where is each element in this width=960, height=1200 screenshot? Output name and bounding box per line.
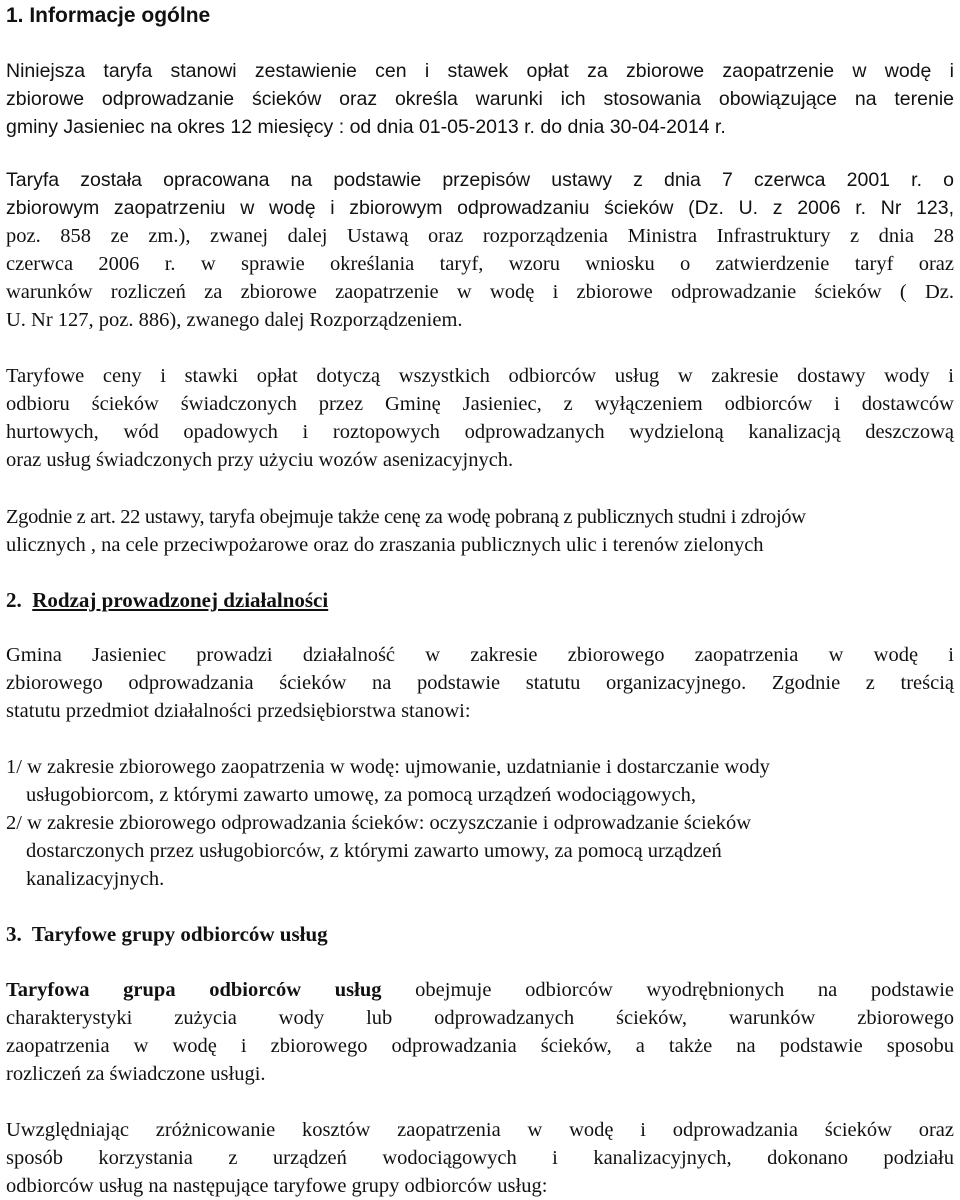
text-line: dostarczonych przez usługobiorców, z którymi zawarto umowy, za pomocą urządzeń xyxy=(26,840,722,862)
paragraph-article-22 xyxy=(6,503,954,559)
paragraph-tariff-scope xyxy=(6,57,954,141)
section-1-heading: 1. Informacje ogólne xyxy=(6,4,211,27)
section-2-number: 2. xyxy=(6,588,22,612)
text-line: odbioru ścieków świadczonych przez Gminę Jasieniec, z wyłączeniem odbiorców i dostawców xyxy=(6,393,954,415)
text-line: statutu przedmiot działalności przedsiębiorstwa stanowi: xyxy=(6,700,471,722)
paragraph-tariff-recipients xyxy=(6,362,954,474)
text-line: Gmina Jasieniec prowadzi działalność w zakresie zbiorowego zaopatrzenia w wodę i xyxy=(6,644,954,666)
text-line: Zgodnie z art. 22 ustawy, taryfa obejmuje także cenę za wodę pobraną z publicznych studni i zdrojów xyxy=(6,506,806,528)
text-line: warunków rozliczeń za zbiorowe zaopatrzenie w wodę i zbiorowe odprowadzanie ścieków ( Dz. xyxy=(6,281,954,303)
list-item-water-supply xyxy=(6,753,954,809)
section-3-number: 3. xyxy=(6,922,22,946)
text-line: poz. 858 ze zm.), zwanej dalej Ustawą oraz rozporządzenia Ministra Infrastruktury z dnia 28 xyxy=(6,225,954,247)
text-line: 2/ w zakresie zbiorowego odprowadzania ścieków: oczyszczanie i odprowadzanie ścieków xyxy=(6,812,752,834)
paragraph-group-division xyxy=(6,1116,954,1200)
text-line: gminy Jasieniec na okres 12 miesięcy : od dnia 01-05-2013 r. do dnia 30-04-2014 r. xyxy=(6,116,726,138)
tariff-group-term: Taryfowa grupa odbiorców usług xyxy=(6,979,382,1001)
text-line: zbiorowym zaopatrzeniu w wodę i zbiorowym odprowadzaniu ścieków (Dz. U. z 2006 r. Nr 123, xyxy=(6,197,954,219)
paragraph-legal-basis xyxy=(6,166,954,334)
text-line: zbiorowego odprowadzania ścieków na podstawie statutu organizacyjnego. Zgodnie z treścią xyxy=(6,672,954,694)
text-line: oraz usług świadczonych przy użyciu wozów asenizacyjnych. xyxy=(6,449,514,471)
tariff-group-definition: obejmuje odbiorców wyodrębnionych na podstawie xyxy=(381,979,954,1001)
text-line: rozliczeń za świadczone usługi. xyxy=(6,1063,266,1085)
text-line: czerwca 2006 r. w sprawie określania taryf, wzoru wniosku o zatwierdzenie taryf oraz xyxy=(6,253,954,275)
text-line: charakterystyki zużycia wody lub odprowadzanych ścieków, warunków zbiorowego xyxy=(6,1007,954,1029)
text-line: 1/ w zakresie zbiorowego zaopatrzenia w wodę: ujmowanie, uzdatnianie i dostarczanie wody xyxy=(6,756,770,778)
text-line: Niniejsza taryfa stanowi zestawienie cen i stawek opłat za zbiorowe zaopatrzenie w wodę i xyxy=(6,60,954,82)
text-line xyxy=(6,976,954,1004)
text-line: Taryfa została opracowana na podstawie przepisów ustawy z dnia 7 czerwca 2001 r. o xyxy=(6,169,954,191)
section-2-title: Rodzaj prowadzonej działalności xyxy=(32,588,329,612)
section-3-heading xyxy=(6,920,328,948)
text-line: kanalizacyjnych. xyxy=(26,868,165,890)
text-line: hurtowych, wód opadowych i roztopowych odprowadzanych wydzieloną kanalizacją deszczową xyxy=(6,421,954,443)
text-line: usługobiorcom, z którymi zawarto umowę, za pomocą urządzeń wodociągowych, xyxy=(26,784,697,806)
text-line: odbiorców usług na następujące taryfowe grupy odbiorców usług: xyxy=(6,1175,548,1197)
paragraph-tariff-group xyxy=(6,976,954,1088)
list-item-sewage xyxy=(6,809,954,893)
text-line: zbiorowe odprowadzanie ścieków oraz określa warunki ich stosowania obowiązujące na terenie xyxy=(6,88,954,110)
text-line: U. Nr 127, poz. 886), zwanego dalej Rozporządzeniem. xyxy=(6,309,463,331)
text-line: Taryfowe ceny i stawki opłat dotyczą wszystkich odbiorców usług w zakresie dostawy wody i xyxy=(6,365,954,387)
text-line: ulicznych , na cele przeciwpożarowe oraz do zraszania publicznych ulic i terenów zielonych xyxy=(6,534,764,556)
text-line: Uwzględniając zróżnicowanie kosztów zaopatrzenia w wodę i odprowadzania ścieków oraz xyxy=(6,1119,954,1141)
section-2-heading xyxy=(6,586,328,614)
section-3-title: Taryfowe grupy odbiorców usług xyxy=(31,922,328,946)
text-line: zaopatrzenia w wodę i zbiorowego odprowadzania ścieków, a także na podstawie sposobu xyxy=(6,1035,954,1057)
paragraph-activity xyxy=(6,641,954,725)
text-line: sposób korzystania z urządzeń wodociągowych i kanalizacyjnych, dokonano podziału xyxy=(6,1147,954,1169)
